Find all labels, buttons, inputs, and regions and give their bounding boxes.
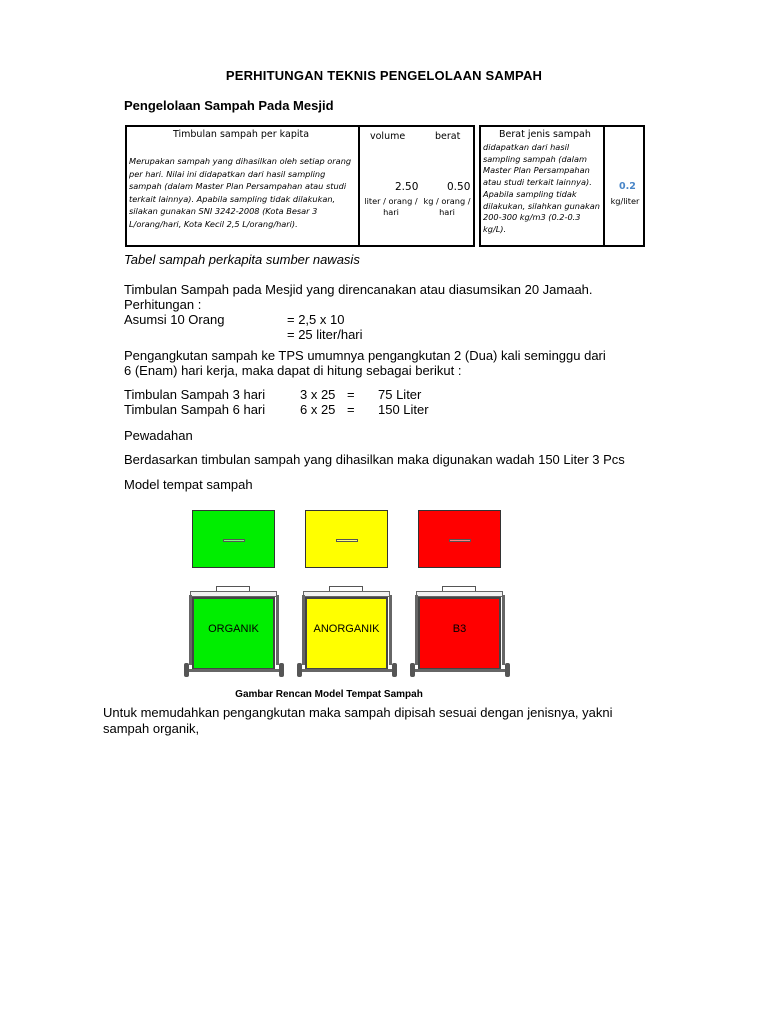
paragraph-line: Berdasarkan timbulan sampah yang dihasilkan maka digunakan wadah 150 Liter 3 Pcs <box>124 452 625 467</box>
bin-base <box>187 669 282 672</box>
col1-desc <box>129 155 351 231</box>
calc-result: 150 Liter <box>378 402 429 417</box>
calc-eq: = <box>347 402 355 417</box>
bj-desc-line: 200-300 kg/m3 (0.2-0.3 <box>483 212 581 223</box>
lid-slot <box>449 539 471 542</box>
berat-unit-line: hari <box>439 207 455 217</box>
col1-desc-line: L/orang/hari, Kota Kecil 2,5 L/orang/hari). <box>129 218 298 229</box>
bin-base <box>413 669 508 672</box>
bin-label-anorganik: ANORGANIK <box>313 623 380 635</box>
paragraph-line: sampah organik, <box>103 721 200 736</box>
bin-leg <box>276 595 279 665</box>
volume-header: volume <box>370 131 406 142</box>
paragraph-line: 6 (Enam) hari kerja, maka dapat di hitung sebagai berikut : <box>124 363 462 378</box>
wheel <box>410 663 415 677</box>
calc-label: Timbulan Sampah 6 hari <box>124 402 266 417</box>
berat-value: 0.50 <box>447 181 471 193</box>
bin-b3 <box>418 597 501 670</box>
lid-slot <box>223 539 245 542</box>
bj-desc-line: dilakukan, silahkan gunakan <box>483 200 600 211</box>
calc-expr: 6 x 25 <box>300 402 336 417</box>
berat-unit-line: kg / orang / <box>423 196 471 206</box>
bin-label-organik: ORGANIK <box>208 623 259 635</box>
bj-desc-line: Apabila sampling tidak <box>483 188 577 199</box>
section-heading: Pewadahan <box>124 428 193 443</box>
bin-leg <box>415 595 418 665</box>
col1-desc-line: Merupakan sampah yang dihasilkan oleh setiap orang <box>129 156 352 166</box>
bj-desc-line: Master Plan Persampahan <box>483 165 590 176</box>
volume-unit <box>361 196 421 218</box>
bin-lid-anorganik <box>305 510 388 568</box>
asumsi-label: Asumsi 10 Orang <box>124 312 225 327</box>
spec-table <box>125 125 645 247</box>
equation-line: = 2,5 x 10 <box>287 312 345 327</box>
paragraph-line: Timbulan Sampah pada Mesjid yang direncanakan atau diasumsikan 20 Jamaah. <box>124 282 593 297</box>
bin-lid-b3 <box>418 510 501 568</box>
calc-expr: 3 x 25 <box>300 387 336 402</box>
calc-result: 75 Liter <box>378 387 422 402</box>
col1-header: Timbulan sampah per kapita <box>173 129 310 140</box>
volume-value: 2.50 <box>395 181 419 193</box>
table-caption: Tabel sampah perkapita sumber nawasis <box>124 252 360 267</box>
bj-value: 0.2 <box>619 181 636 192</box>
bin-leg <box>189 595 192 665</box>
bj-unit: kg/liter <box>610 196 640 206</box>
bin-anorganik <box>305 597 388 670</box>
bj-desc-line: kg/L). <box>483 223 507 234</box>
spec-divider <box>358 127 360 245</box>
bin-leg <box>502 595 505 665</box>
volume-unit-line: liter / orang / <box>364 196 418 206</box>
equation-line: = 25 liter/hari <box>287 327 363 342</box>
wheel <box>392 663 397 677</box>
wheel <box>184 663 189 677</box>
bin-base <box>300 669 395 672</box>
bin-lid-organik <box>192 510 275 568</box>
berat-unit <box>419 196 475 218</box>
berat-header: berat <box>435 131 461 142</box>
bin-leg <box>389 595 392 665</box>
bj-desc <box>483 142 600 236</box>
figure-caption: Gambar Rencan Model Tempat Sampah <box>235 689 423 700</box>
wheel <box>279 663 284 677</box>
bin-leg <box>302 595 305 665</box>
bin-organik <box>192 597 275 670</box>
paragraph-line: Perhitungan : <box>124 297 202 312</box>
col1-desc-line: sampah (dalam Master Plan Persampahan atau studi <box>129 181 347 192</box>
bj-desc-line: atau studi terkait lainnya). <box>483 177 592 188</box>
col1-desc-line: terkait lainnya). Apabila sampling tidak dilakukan, <box>129 193 336 204</box>
model-label: Model tempat sampah <box>124 477 253 492</box>
paragraph-line: Untuk memudahkan pengangkutan maka sampah dipisah sesuai dengan jenisnya, yakni <box>103 705 613 720</box>
col1-desc-line: silakan gunakan SNI 3242-2008 (Kota Besar 3 <box>129 206 318 217</box>
calc-label: Timbulan Sampah 3 hari <box>124 387 266 402</box>
lid-slot <box>336 539 358 542</box>
page-title: PERHITUNGAN TEKNIS PENGELOLAAN SAMPAH <box>225 68 543 83</box>
bj-desc-line: sampling sampah (dalam <box>483 153 587 164</box>
bj-desc-line: didapatkan dari hasil <box>483 142 570 152</box>
paragraph-line: Pengangkutan sampah ke TPS umumnya pengangkutan 2 (Dua) kali seminggu dari <box>124 348 606 363</box>
spec-divider-right <box>603 127 605 245</box>
col1-desc-line: per hari. Nilai ini didapatkan dari hasil sampling <box>129 168 326 179</box>
wheel <box>297 663 302 677</box>
wheel <box>505 663 510 677</box>
volume-unit-line: hari <box>383 207 399 217</box>
bj-header: Berat jenis sampah <box>499 129 591 140</box>
calc-eq: = <box>347 387 355 402</box>
section-title: Pengelolaan Sampah Pada Mesjid <box>124 98 334 113</box>
bin-label-b3: B3 <box>452 623 467 635</box>
